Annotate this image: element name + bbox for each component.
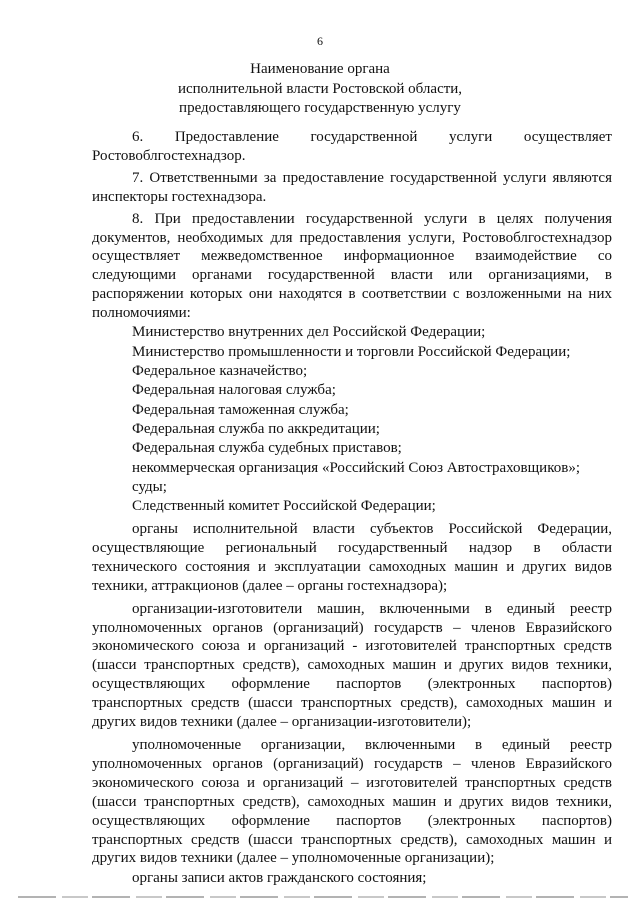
scan-artifact-line bbox=[18, 896, 628, 898]
list-item: Министерство внутренних дел Российской Федерации; bbox=[132, 324, 486, 341]
paragraph-6: 6. Предоставление государственной услуги осуществляет Ростовоблгостехнадзор. bbox=[92, 129, 612, 164]
page-number: 6 bbox=[317, 34, 323, 48]
list-item: Федеральная служба судебных приставов; bbox=[132, 440, 402, 457]
document-body bbox=[92, 128, 612, 888]
list-item: органы записи актов гражданского состояния; bbox=[132, 869, 427, 886]
list-item: Следственный комитет Российской Федерации; bbox=[132, 498, 436, 515]
heading-line: предоставляющего государственную услугу bbox=[179, 100, 461, 116]
paragraph-8: 8. При предоставлении государственной услуги в целях получения документов, необходимых для предоставления услуги, Ростовоблгостехнадзор осуществляет межведомственное информационное взаимодействие со следующими органами государственной власти или организациями, в распоряжении которых они находятся в соответствии с возложенными на них полномочиями: bbox=[92, 210, 612, 322]
list-item: Федеральная служба по аккредитации; bbox=[132, 420, 380, 437]
heading-line: Наименование органа bbox=[250, 61, 390, 77]
list-item: Федеральная таможенная служба; bbox=[132, 401, 349, 418]
list-item: некоммерческая организация «Российский Союз Автостраховщиков»; bbox=[132, 459, 580, 476]
list-item: органы исполнительной власти субъектов Российской Федерации, осуществляющие региональный государственный надзор в области технического состояния и эксплуатации самоходных машин и других видов техники, аттракционов (далее – органы гостехнадзора); bbox=[92, 521, 612, 594]
list-item: уполномоченные организации, включенными в единый реестр уполномоченных органов (организаций) государств – членов Евразийского экономического союза и организаций – изготовителей транспортных средств (шасси транспортных средств), самоходных машин и других видов техники, осуществляющих оформление паспортов (электронных паспортов) транспортных средств (шасси транспортных средств), самоходных машин и других видов техники (далее – уполномоченные организации); bbox=[92, 737, 612, 867]
list-item: Федеральное казначейство; bbox=[132, 363, 308, 380]
section-heading bbox=[0, 60, 640, 119]
list-item: суды; bbox=[132, 478, 167, 495]
paragraph-7: 7. Ответственными за предоставление государственной услуги являются инспекторы гостехнадзора. bbox=[92, 169, 612, 205]
heading-line: исполнительной власти Ростовской области, bbox=[177, 80, 463, 97]
list-item: Федеральная налоговая служба; bbox=[132, 382, 336, 399]
list-item: организации-изготовители машин, включенными в единый реестр уполномоченных органов (организаций) государств – членов Евразийского экономического союза и организаций - изготовителей транспортных средств (шасси транспортных средств), самоходных машин и других видов техники, осуществляющих оформление паспортов (электронных паспортов) транспортных средств (шасси транспортных средств), самоходных машин и других видов техники (далее – организации-изготовители); bbox=[92, 600, 612, 731]
list-item: Министерство промышленности и торговли Российской Федерации; bbox=[132, 343, 571, 360]
